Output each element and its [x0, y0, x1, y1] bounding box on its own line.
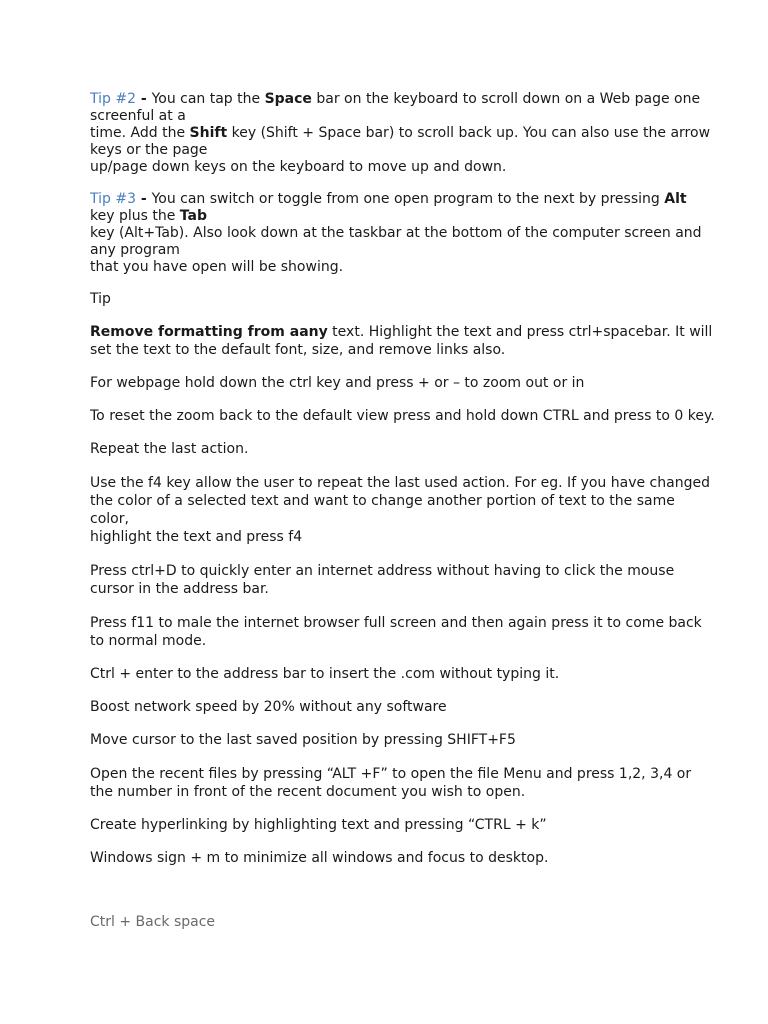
tip-3-tab-key: Tab [179, 208, 207, 224]
reset-zoom-paragraph: To reset the zoom back to the default view press and hold down CTRL and press to 0 key. [90, 408, 715, 424]
tip-2-space-key: Space [264, 91, 312, 107]
tip-3-text: You can switch or toggle from one open program to the next by pressing [151, 191, 665, 207]
recent-files-text: the number in front of the recent document you wish to open. [90, 784, 526, 800]
f11-text: Press f11 to male the internet browser full screen and then again press it to come back [90, 615, 702, 631]
tip-3-text: that you have open will be showing. [90, 259, 344, 275]
tip-3-text: key plus the [90, 208, 180, 224]
tip-2-text: keys or the page [90, 142, 208, 158]
tip-2-text: screenful at a [90, 108, 186, 124]
tip-2-paragraph [90, 91, 715, 176]
remove-formatting-text: text. Highlight the text and press ctrl+spacebar. It will [327, 324, 713, 340]
remove-formatting-heading: Remove formatting from aany [90, 324, 328, 340]
tip-2-shift-key: Shift [189, 125, 228, 141]
f11-paragraph [90, 614, 715, 650]
ctrl-enter-paragraph: Ctrl + enter to the address bar to insert the .com without typing it. [90, 666, 560, 682]
tip-2-dash: - [136, 91, 152, 107]
zoom-paragraph: For webpage hold down the ctrl key and press + or – to zoom out or in [90, 375, 585, 391]
f4-text: the color of a selected text and want to change another portion of text to the same color, [90, 493, 675, 527]
ctrl-backspace-heading: Ctrl + Back space [90, 914, 216, 930]
hyperlink-paragraph: Create hyperlinking by highlighting text and pressing “CTRL + k” [90, 817, 547, 833]
tip-3-dash: - [136, 191, 152, 207]
remove-formatting-paragraph [90, 323, 715, 359]
boost-network-paragraph: Boost network speed by 20% without any software [90, 699, 447, 715]
tip-3-text: key (Alt+Tab). Also look down at the taskbar at the bottom of the computer screen and [90, 225, 702, 241]
tip-3-alt-key: Alt [664, 191, 687, 207]
tip-3-text: any program [90, 242, 180, 258]
ctrl-d-text: Press ctrl+D to quickly enter an internet address without having to click the mouse [90, 563, 675, 579]
repeat-action-heading: Repeat the last action. [90, 441, 249, 457]
tip-2-label: Tip #2 [90, 91, 136, 107]
tip-3-paragraph [90, 191, 715, 276]
document-page [90, 91, 715, 931]
ctrl-d-paragraph [90, 562, 715, 598]
windows-m-paragraph: Windows sign + m to minimize all windows and focus to desktop. [90, 850, 549, 866]
f11-text: to normal mode. [90, 633, 207, 649]
f4-paragraph [90, 474, 715, 546]
recent-files-text: Open the recent files by pressing “ALT +F” to open the file Menu and press 1,2, 3,4 or [90, 766, 692, 782]
tip-3-label: Tip #3 [90, 191, 136, 207]
remove-formatting-text: set the text to the default font, size, and remove links also. [90, 342, 506, 358]
tip-2-text: up/page down keys on the keyboard to move up and down. [90, 159, 507, 175]
tip-2-text: You can tap the [151, 91, 265, 107]
recent-files-paragraph [90, 765, 715, 801]
tip-2-text: time. Add the [90, 125, 190, 141]
shift-f5-paragraph: Move cursor to the last saved position by pressing SHIFT+F5 [90, 732, 516, 748]
tip-heading: Tip [90, 291, 111, 307]
tip-2-text: key (Shift + Space bar) to scroll back up. You can also use the arrow [227, 125, 711, 141]
f4-text: highlight the text and press f4 [90, 529, 303, 545]
tip-2-text: bar on the keyboard to scroll down on a Web page one [311, 91, 701, 107]
ctrl-d-text: cursor in the address bar. [90, 581, 269, 597]
f4-text: Use the f4 key allow the user to repeat the last used action. For eg. If you have changed [90, 475, 710, 491]
